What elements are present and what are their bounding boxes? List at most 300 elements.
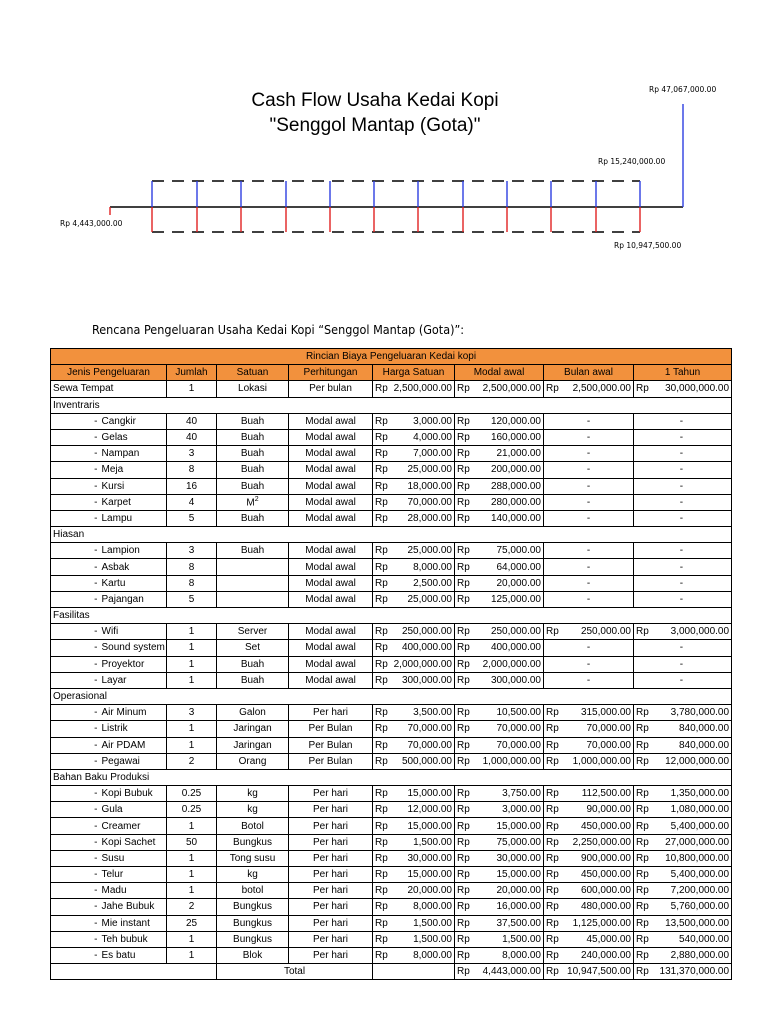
cell-tahun: 840,000.00 [649, 737, 732, 753]
cell-bulan: 70,000.00 [559, 721, 634, 737]
diagram-title-line2: "Senggol Mantap (Gota)" [269, 115, 481, 136]
row-bullet: - [51, 899, 100, 915]
cell-bulan: - [544, 640, 634, 656]
row-bullet: - [51, 802, 100, 818]
cell-bulan: 45,000.00 [559, 931, 634, 947]
cell-unit: Buah [217, 462, 289, 478]
cell-modal: 400,000.00 [470, 640, 544, 656]
cell-tahun: - [634, 559, 732, 575]
table-row [51, 737, 732, 753]
cell-modal: 10,500.00 [470, 705, 544, 721]
cell-bulan: - [544, 591, 634, 607]
cell-price: 18,000.00 [388, 478, 455, 494]
cell-currency: Rp [373, 737, 388, 753]
cell-qty: 8 [167, 559, 217, 575]
cell-item: Jahe Bubuk [100, 899, 167, 915]
cell-currency: Rp [373, 640, 388, 656]
cell-unit [217, 575, 289, 591]
cell-calc: Per hari [289, 899, 373, 915]
cell-currency: Rp [455, 964, 470, 980]
cell-modal: 8,000.00 [470, 947, 544, 963]
row-bullet: - [51, 478, 100, 494]
cell-calc: Per hari [289, 915, 373, 931]
table-row [51, 802, 732, 818]
table-row [51, 624, 732, 640]
cell-calc: Modal awal [289, 624, 373, 640]
section-header-row [51, 608, 732, 624]
cell-item: Meja [100, 462, 167, 478]
col-header-bulan: Bulan awal [544, 365, 634, 381]
cell-item: Air Minum [100, 705, 167, 721]
row-bullet: - [51, 446, 100, 462]
cell-modal: 160,000.00 [470, 429, 544, 445]
cell-currency: Rp [455, 818, 470, 834]
cell-currency: Rp [455, 915, 470, 931]
cell-bulan: - [544, 543, 634, 559]
cell-currency: Rp [544, 964, 559, 980]
cell-currency: Rp [373, 899, 388, 915]
cell-modal: 75,000.00 [470, 834, 544, 850]
cell-calc: Modal awal [289, 656, 373, 672]
cell-item: Mie instant [100, 915, 167, 931]
cell-modal: 16,000.00 [470, 899, 544, 915]
cell-tahun: - [634, 672, 732, 688]
cell-item: Teh bubuk [100, 931, 167, 947]
cell-item: Proyektor [100, 656, 167, 672]
table-row [51, 786, 732, 802]
cell-currency: Rp [455, 672, 470, 688]
total-tahun: 131,370,000.00 [649, 964, 732, 980]
cell-currency: Rp [634, 786, 649, 802]
cell-currency: Rp [455, 867, 470, 883]
cell-currency: Rp [373, 510, 388, 526]
cell-currency: Rp [373, 446, 388, 462]
table-row [51, 883, 732, 899]
cell-calc: Modal awal [289, 575, 373, 591]
row-bullet: - [51, 640, 100, 656]
cell-price: 30,000.00 [388, 850, 455, 866]
cell-unit: botol [217, 883, 289, 899]
cell-currency: Rp [455, 786, 470, 802]
cell-unit: Buah [217, 672, 289, 688]
cell-bulan: 2,250,000.00 [559, 834, 634, 850]
cell-currency: Rp [544, 802, 559, 818]
cell-unit: Buah [217, 510, 289, 526]
cell-currency: Rp [373, 786, 388, 802]
amount-monthly-outflow: Rp 10,947,500.00 [614, 241, 682, 250]
cell-currency: Rp [373, 883, 388, 899]
cell-unit: Tong susu [217, 850, 289, 866]
cell-tahun: 3,000,000.00 [649, 624, 732, 640]
cell-price: 70,000.00 [388, 737, 455, 753]
cell-qty: 8 [167, 575, 217, 591]
cell-calc: Per hari [289, 947, 373, 963]
cell-qty: 1 [167, 931, 217, 947]
cell-currency: Rp [544, 786, 559, 802]
cell-modal: 21,000.00 [470, 446, 544, 462]
cell-bulan: - [544, 446, 634, 462]
table-row [51, 834, 732, 850]
table-row [51, 429, 732, 445]
cell-bulan: 250,000.00 [559, 624, 634, 640]
cell-qty: 4 [167, 494, 217, 510]
table-row [51, 494, 732, 510]
cell-item: Kopi Bubuk [100, 786, 167, 802]
cell-modal: 200,000.00 [470, 462, 544, 478]
table-row [51, 753, 732, 769]
cell-modal: 125,000.00 [470, 591, 544, 607]
cell-price: 2,000,000.00 [388, 656, 455, 672]
row-bullet: - [51, 624, 100, 640]
cell-bulan: 315,000.00 [559, 705, 634, 721]
cell-item: Gelas [100, 429, 167, 445]
table-row [51, 915, 732, 931]
cell-item: Lampion [100, 543, 167, 559]
cell-tahun: 2,880,000.00 [649, 947, 732, 963]
cell-currency: Rp [373, 931, 388, 947]
cell-currency: Rp [544, 705, 559, 721]
cell-currency: Rp [455, 931, 470, 947]
cell-item: Pajangan [100, 591, 167, 607]
cell-price: 2,500.00 [388, 575, 455, 591]
table-row [51, 510, 732, 526]
table-row [51, 721, 732, 737]
cell-modal: 1,000,000.00 [470, 753, 544, 769]
table-row [51, 446, 732, 462]
cell-tahun: - [634, 446, 732, 462]
cell-currency: Rp [455, 510, 470, 526]
cell-bulan: - [544, 478, 634, 494]
cell-currency: Rp [455, 413, 470, 429]
cell-bulan: - [544, 510, 634, 526]
col-header-jumlah: Jumlah [167, 365, 217, 381]
cell-unit: Buah [217, 478, 289, 494]
cell-qty: 3 [167, 446, 217, 462]
cell-calc: Modal awal [289, 672, 373, 688]
cell-price: 8,000.00 [388, 947, 455, 963]
cell-calc: Modal awal [289, 640, 373, 656]
cell-currency: Rp [634, 883, 649, 899]
cell-currency: Rp [544, 834, 559, 850]
cell-currency: Rp [455, 462, 470, 478]
cell-tahun: - [634, 591, 732, 607]
cell-unit [217, 559, 289, 575]
cell-price: 250,000.00 [388, 624, 455, 640]
cell-tahun: - [634, 510, 732, 526]
cell-price: 28,000.00 [388, 510, 455, 526]
cell-currency: Rp [373, 753, 388, 769]
cell-modal: 3,750.00 [470, 786, 544, 802]
cell-qty: 40 [167, 429, 217, 445]
cell-unit: Buah [217, 413, 289, 429]
diagram-title-line1: Cash Flow Usaha Kedai Kopi [251, 90, 499, 111]
cell-currency: Rp [634, 834, 649, 850]
cell-currency: Rp [455, 591, 470, 607]
table-row [51, 591, 732, 607]
cell-bulan: 70,000.00 [559, 737, 634, 753]
row-bullet: - [51, 591, 100, 607]
cell-currency: Rp [634, 964, 649, 980]
cell-currency: Rp [634, 818, 649, 834]
table-row [51, 899, 732, 915]
total-spacer [373, 964, 455, 980]
cell-modal: 20,000.00 [470, 883, 544, 899]
cell-unit: Jaringan [217, 721, 289, 737]
cell-bulan: 480,000.00 [559, 899, 634, 915]
cell-currency: Rp [544, 753, 559, 769]
cell-modal: 37,500.00 [470, 915, 544, 931]
cell-modal: 1,500.00 [470, 931, 544, 947]
cell-bulan: 450,000.00 [559, 867, 634, 883]
cell-unit: Buah [217, 429, 289, 445]
cell-bulan: 900,000.00 [559, 850, 634, 866]
cell-qty: 50 [167, 834, 217, 850]
cell-currency: Rp [544, 624, 559, 640]
total-label: Total [217, 964, 373, 980]
cell-qty: 3 [167, 705, 217, 721]
cell-currency: Rp [455, 850, 470, 866]
cell-tahun: 540,000.00 [649, 931, 732, 947]
cell-unit: Server [217, 624, 289, 640]
cell-tahun: 5,760,000.00 [649, 899, 732, 915]
cell-calc: Per Bulan [289, 721, 373, 737]
cell-calc: Per hari [289, 931, 373, 947]
cell-currency: Rp [373, 947, 388, 963]
total-bulan: 10,947,500.00 [559, 964, 634, 980]
cell-unit: Blok [217, 947, 289, 963]
cell-modal: 288,000.00 [470, 478, 544, 494]
cell-price: 25,000.00 [388, 462, 455, 478]
cell-unit [217, 494, 289, 510]
cell-qty: 1 [167, 656, 217, 672]
cell-currency: Rp [634, 915, 649, 931]
cell-qty: 1 [167, 850, 217, 866]
cell-item: Nampan [100, 446, 167, 462]
cell-currency: Rp [544, 381, 559, 397]
row-bullet: - [51, 947, 100, 963]
cell-qty: 1 [167, 640, 217, 656]
cell-currency: Rp [634, 624, 649, 640]
cell-item: Gula [100, 802, 167, 818]
cell-modal: 250,000.00 [470, 624, 544, 640]
cell-modal: 120,000.00 [470, 413, 544, 429]
cell-currency: Rp [455, 575, 470, 591]
cell-modal: 300,000.00 [470, 672, 544, 688]
cell-currency: Rp [634, 867, 649, 883]
cell-currency: Rp [373, 802, 388, 818]
cell-currency: Rp [634, 721, 649, 737]
table-row [51, 850, 732, 866]
cell-tahun: - [634, 543, 732, 559]
table-row [51, 656, 732, 672]
cell-currency: Rp [544, 947, 559, 963]
section-header-row [51, 769, 732, 785]
row-bullet: - [51, 721, 100, 737]
row-bullet: - [51, 705, 100, 721]
cell-qty: 0.25 [167, 786, 217, 802]
cell-item: Susu [100, 850, 167, 866]
cell-currency: Rp [544, 818, 559, 834]
cell-qty: 1 [167, 883, 217, 899]
cell-currency: Rp [455, 656, 470, 672]
cell-price: 20,000.00 [388, 883, 455, 899]
table-row [51, 705, 732, 721]
cell-currency: Rp [455, 883, 470, 899]
cell-qty: 3 [167, 543, 217, 559]
cell-currency: Rp [455, 705, 470, 721]
table-row [51, 672, 732, 688]
table-row [51, 931, 732, 947]
cell-calc: Modal awal [289, 543, 373, 559]
cell-bulan: 1,000,000.00 [559, 753, 634, 769]
cell-calc: Per hari [289, 850, 373, 866]
cell-currency: Rp [373, 429, 388, 445]
cell-currency: Rp [634, 737, 649, 753]
cell-bulan: - [544, 429, 634, 445]
cell-item: Telur [100, 867, 167, 883]
cell-price: 25,000.00 [388, 591, 455, 607]
cell-currency: Rp [455, 737, 470, 753]
section-label: Operasional [51, 688, 732, 704]
table-caption: Rincian Biaya Pengeluaran Kedai kopi [51, 349, 732, 365]
cell-calc: Modal awal [289, 559, 373, 575]
unit-superscript: 2 [254, 496, 259, 504]
cell-item: Lampu [100, 510, 167, 526]
total-modal: 4,443,000.00 [470, 964, 544, 980]
cell-calc: Modal awal [289, 510, 373, 526]
cell-currency: Rp [544, 915, 559, 931]
cell-currency: Rp [455, 624, 470, 640]
cell-unit: Jaringan [217, 737, 289, 753]
cell-unit: Bungkus [217, 931, 289, 947]
row-bullet: - [51, 656, 100, 672]
table-row [51, 478, 732, 494]
cell-currency: Rp [544, 899, 559, 915]
cell-item: Sound system [100, 640, 167, 656]
cell-item: Cangkir [100, 413, 167, 429]
section-label: Fasilitas [51, 608, 732, 624]
cell-tahun: 7,200,000.00 [649, 883, 732, 899]
cell-item: Creamer [100, 818, 167, 834]
cell-qty: 40 [167, 413, 217, 429]
cell-item: Air PDAM [100, 737, 167, 753]
cell-bulan: - [544, 575, 634, 591]
cell-qty: 8 [167, 462, 217, 478]
cell-price: 3,500.00 [388, 705, 455, 721]
cell-currency: Rp [373, 478, 388, 494]
cell-bulan: - [544, 656, 634, 672]
cell-qty: 1 [167, 381, 217, 397]
cell-currency: Rp [544, 737, 559, 753]
cell-bulan: - [544, 672, 634, 688]
cell-qty: 25 [167, 915, 217, 931]
cell-calc: Modal awal [289, 446, 373, 462]
expense-table [50, 348, 732, 980]
cell-currency: Rp [373, 834, 388, 850]
cell-currency: Rp [455, 802, 470, 818]
section-header-row [51, 688, 732, 704]
cell-currency: Rp [544, 931, 559, 947]
row-bullet: - [51, 753, 100, 769]
cell-calc: Modal awal [289, 462, 373, 478]
col-header-harga: Harga Satuan [373, 365, 455, 381]
cell-currency: Rp [634, 802, 649, 818]
cell-item: Asbak [100, 559, 167, 575]
cell-currency: Rp [455, 753, 470, 769]
cell-bulan: 90,000.00 [559, 802, 634, 818]
cell-price: 3,000.00 [388, 413, 455, 429]
cell-unit: Buah [217, 446, 289, 462]
row-bullet: - [51, 818, 100, 834]
cell-price: 7,000.00 [388, 446, 455, 462]
cell-currency: Rp [455, 543, 470, 559]
cell-calc: Per hari [289, 834, 373, 850]
table-row [51, 462, 732, 478]
cell-currency: Rp [373, 543, 388, 559]
cell-currency: Rp [373, 705, 388, 721]
cell-currency: Rp [373, 559, 388, 575]
col-header-jenis: Jenis Pengeluaran [51, 365, 167, 381]
amount-top-inflow: Rp 47,067,000.00 [649, 85, 717, 94]
cell-item: Wifi [100, 624, 167, 640]
cell-currency: Rp [544, 883, 559, 899]
cell-modal: 64,000.00 [470, 559, 544, 575]
section-header-row [51, 397, 732, 413]
cell-calc: Per Bulan [289, 737, 373, 753]
cell-modal: 15,000.00 [470, 867, 544, 883]
total-spacer [51, 964, 217, 980]
cell-qty: 1 [167, 947, 217, 963]
cell-qty: 16 [167, 478, 217, 494]
cell-modal: 2,500,000.00 [470, 381, 544, 397]
cell-modal: 75,000.00 [470, 543, 544, 559]
section-label: Inventraris [51, 397, 732, 413]
cell-bulan: - [544, 413, 634, 429]
cell-tahun: 5,400,000.00 [649, 867, 732, 883]
cell-currency: Rp [455, 834, 470, 850]
cell-currency: Rp [373, 656, 388, 672]
total-row [51, 964, 732, 980]
cell-price: 500,000.00 [388, 753, 455, 769]
cell-calc: Per hari [289, 802, 373, 818]
cell-tahun: 5,400,000.00 [649, 818, 732, 834]
cell-bulan: 1,125,000.00 [559, 915, 634, 931]
cell-currency: Rp [634, 850, 649, 866]
cell-calc: Modal awal [289, 494, 373, 510]
cell-currency: Rp [373, 462, 388, 478]
cell-bulan: 2,500,000.00 [559, 381, 634, 397]
row-bullet: - [51, 867, 100, 883]
cell-item: Kopi Sachet [100, 834, 167, 850]
cell-currency: Rp [634, 705, 649, 721]
cell-price: 12,000.00 [388, 802, 455, 818]
cell-bulan: - [544, 462, 634, 478]
cell-modal: 30,000.00 [470, 850, 544, 866]
cell-modal: 15,000.00 [470, 818, 544, 834]
cell-currency: Rp [544, 850, 559, 866]
cell-unit: Bungkus [217, 834, 289, 850]
cell-unit: Buah [217, 656, 289, 672]
cell-calc: Per hari [289, 786, 373, 802]
col-header-tahun: 1 Tahun [634, 365, 732, 381]
cell-currency: Rp [373, 494, 388, 510]
cell-currency: Rp [455, 947, 470, 963]
cell-currency: Rp [373, 624, 388, 640]
cell-currency: Rp [455, 494, 470, 510]
cell-qty: 1 [167, 737, 217, 753]
cell-currency: Rp [455, 446, 470, 462]
cell-unit: kg [217, 786, 289, 802]
